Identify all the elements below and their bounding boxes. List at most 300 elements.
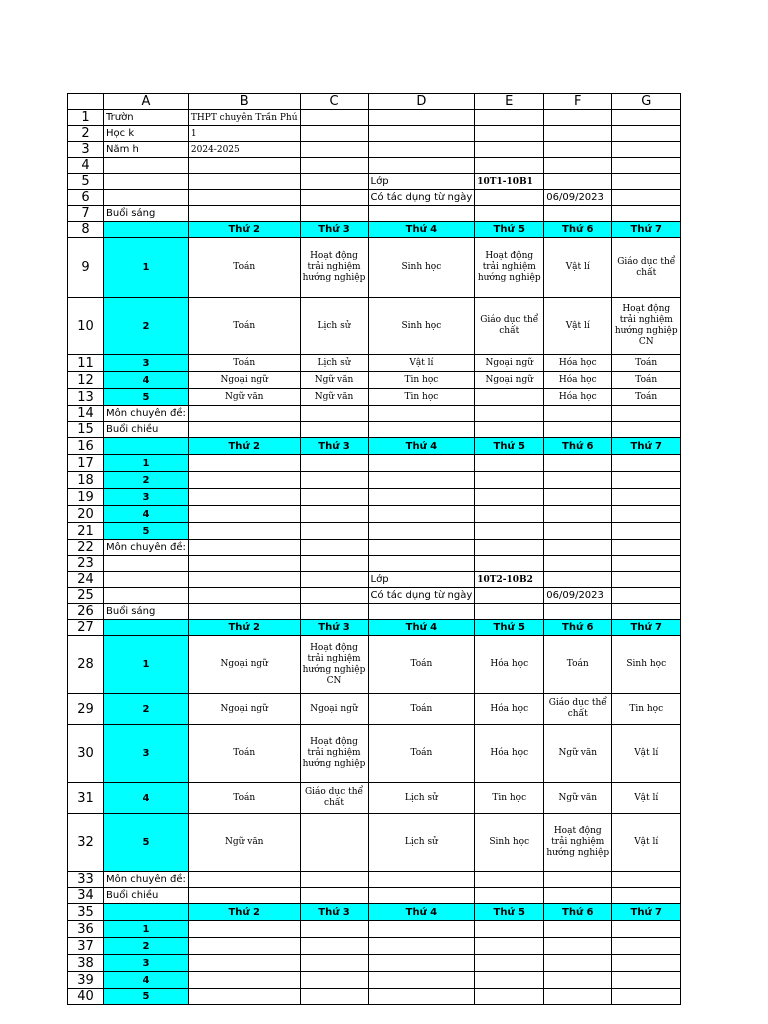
effective-date-label[interactable]: Có tác dụng từ ngày	[368, 190, 475, 206]
cell[interactable]	[188, 938, 300, 955]
cell[interactable]	[612, 888, 681, 904]
subject-cell[interactable]: Ngoại ngữ	[188, 636, 300, 694]
column-header-c[interactable]: C	[300, 94, 368, 110]
day-header-corner[interactable]	[104, 222, 189, 238]
cell[interactable]	[188, 921, 300, 938]
period-number[interactable]: 1	[104, 238, 189, 298]
cell[interactable]	[368, 206, 475, 222]
day-header[interactable]: Thứ 3	[300, 222, 368, 238]
day-header[interactable]: Thứ 6	[544, 222, 612, 238]
subject-cell[interactable]: Giáo dục thể chất	[475, 298, 544, 355]
cell[interactable]	[188, 158, 300, 174]
cell[interactable]	[475, 523, 544, 540]
cell[interactable]	[475, 604, 544, 620]
cell[interactable]	[544, 955, 612, 972]
subject-cell[interactable]	[300, 814, 368, 872]
cell[interactable]	[300, 422, 368, 438]
period-number[interactable]: 2	[104, 472, 189, 489]
subject-cell[interactable]: Lịch sử	[368, 783, 475, 814]
period-number[interactable]: 3	[104, 489, 189, 506]
cell[interactable]	[188, 206, 300, 222]
row-header[interactable]: 16	[68, 438, 104, 455]
cell[interactable]	[544, 604, 612, 620]
cell[interactable]	[612, 190, 681, 206]
day-header[interactable]: Thứ 3	[300, 904, 368, 921]
row-header[interactable]: 29	[68, 694, 104, 725]
row-header[interactable]: 38	[68, 955, 104, 972]
effective-date-value[interactable]: 06/09/2023	[544, 588, 612, 604]
cell[interactable]	[300, 158, 368, 174]
cell[interactable]	[544, 142, 612, 158]
row-header[interactable]: 25	[68, 588, 104, 604]
cell[interactable]	[368, 921, 475, 938]
day-header[interactable]: Thứ 5	[475, 222, 544, 238]
cell[interactable]	[300, 972, 368, 989]
cell[interactable]	[188, 872, 300, 888]
subject-cell[interactable]: Hóa học	[544, 372, 612, 389]
effective-date-value[interactable]: 06/09/2023	[544, 190, 612, 206]
cell[interactable]	[612, 921, 681, 938]
period-number[interactable]: 3	[104, 355, 189, 372]
school-year-label[interactable]: Năm h	[104, 142, 189, 158]
row-header[interactable]: 32	[68, 814, 104, 872]
subject-cell[interactable]: Hoạt động trải nghiệm hướng nghiệp	[300, 238, 368, 298]
row-header[interactable]: 12	[68, 372, 104, 389]
row-header[interactable]: 14	[68, 406, 104, 422]
cell[interactable]	[300, 921, 368, 938]
day-header[interactable]: Thứ 7	[612, 904, 681, 921]
day-header[interactable]: Thứ 4	[368, 222, 475, 238]
cell[interactable]	[544, 206, 612, 222]
subject-cell[interactable]: Hóa học	[475, 636, 544, 694]
cell[interactable]	[475, 972, 544, 989]
subject-cell[interactable]: Hoạt động trải nghiệm hướng nghiệp	[300, 725, 368, 783]
row-header[interactable]: 19	[68, 489, 104, 506]
cell[interactable]	[612, 938, 681, 955]
day-header[interactable]: Thứ 6	[544, 904, 612, 921]
cell[interactable]	[300, 142, 368, 158]
special-subject-label[interactable]: Môn chuyên đề:	[104, 540, 189, 556]
subject-cell[interactable]: Giáo dục thể chất	[544, 694, 612, 725]
row-header[interactable]: 3	[68, 142, 104, 158]
column-header-d[interactable]: D	[368, 94, 475, 110]
cell[interactable]	[475, 422, 544, 438]
cell[interactable]	[104, 572, 189, 588]
cell[interactable]	[612, 174, 681, 190]
cell[interactable]	[475, 955, 544, 972]
cell[interactable]	[612, 422, 681, 438]
subject-cell[interactable]: Ngoại ngữ	[475, 372, 544, 389]
row-header[interactable]: 27	[68, 620, 104, 636]
subject-cell[interactable]: Hóa học	[475, 725, 544, 783]
cell[interactable]	[300, 888, 368, 904]
subject-cell[interactable]: Ngữ văn	[188, 814, 300, 872]
row-header[interactable]: 40	[68, 989, 104, 1005]
cell[interactable]	[300, 604, 368, 620]
class-name[interactable]: 10T1-10B1	[475, 174, 544, 190]
period-number[interactable]: 4	[104, 372, 189, 389]
subject-cell[interactable]: Toán	[188, 355, 300, 372]
day-header-corner[interactable]	[104, 620, 189, 636]
period-number[interactable]: 3	[104, 725, 189, 783]
subject-cell[interactable]: Sinh học	[475, 814, 544, 872]
cell[interactable]	[612, 872, 681, 888]
subject-cell[interactable]: Ngữ văn	[544, 725, 612, 783]
row-header[interactable]: 22	[68, 540, 104, 556]
period-number[interactable]: 2	[104, 298, 189, 355]
cell[interactable]	[368, 158, 475, 174]
cell[interactable]	[300, 406, 368, 422]
cell[interactable]	[300, 472, 368, 489]
subject-cell[interactable]: Toán	[368, 694, 475, 725]
cell[interactable]	[188, 472, 300, 489]
cell[interactable]	[612, 540, 681, 556]
column-header-a[interactable]: A	[104, 94, 189, 110]
cell[interactable]	[300, 110, 368, 126]
cell[interactable]	[300, 126, 368, 142]
cell[interactable]	[188, 174, 300, 190]
cell[interactable]	[368, 872, 475, 888]
subject-cell[interactable]: Giáo dục thể chất	[612, 238, 681, 298]
subject-cell[interactable]: Hóa học	[475, 694, 544, 725]
cell[interactable]	[475, 190, 544, 206]
cell[interactable]	[475, 206, 544, 222]
subject-cell[interactable]: Sinh học	[612, 636, 681, 694]
period-number[interactable]: 4	[104, 783, 189, 814]
subject-cell[interactable]: Ngoại ngữ	[188, 372, 300, 389]
subject-cell[interactable]: Toán	[368, 636, 475, 694]
day-header[interactable]: Thứ 6	[544, 438, 612, 455]
cell[interactable]	[612, 989, 681, 1005]
cell[interactable]	[475, 472, 544, 489]
cell[interactable]	[368, 126, 475, 142]
period-number[interactable]: 5	[104, 389, 189, 406]
cell[interactable]	[544, 126, 612, 142]
cell[interactable]	[544, 888, 612, 904]
cell[interactable]	[475, 588, 544, 604]
period-number[interactable]: 4	[104, 972, 189, 989]
cell[interactable]	[188, 972, 300, 989]
row-header[interactable]: 23	[68, 556, 104, 572]
cell[interactable]	[300, 190, 368, 206]
cell[interactable]	[612, 110, 681, 126]
period-number[interactable]: 1	[104, 455, 189, 472]
row-header[interactable]: 30	[68, 725, 104, 783]
row-header[interactable]: 36	[68, 921, 104, 938]
subject-cell[interactable]: Hóa học	[544, 389, 612, 406]
row-header[interactable]: 20	[68, 506, 104, 523]
subject-cell[interactable]: Toán	[188, 298, 300, 355]
cell[interactable]	[544, 938, 612, 955]
cell[interactable]	[544, 523, 612, 540]
subject-cell[interactable]: Sinh học	[368, 238, 475, 298]
period-number[interactable]: 1	[104, 636, 189, 694]
subject-cell[interactable]: Ngữ văn	[544, 783, 612, 814]
subject-cell[interactable]	[475, 389, 544, 406]
cell[interactable]	[475, 921, 544, 938]
cell[interactable]	[612, 556, 681, 572]
day-header-corner[interactable]	[104, 904, 189, 921]
day-header[interactable]: Thứ 2	[188, 620, 300, 636]
period-number[interactable]: 1	[104, 921, 189, 938]
day-header[interactable]: Thứ 5	[475, 904, 544, 921]
row-header[interactable]: 17	[68, 455, 104, 472]
cell[interactable]	[188, 506, 300, 523]
cell[interactable]	[544, 455, 612, 472]
cell[interactable]	[368, 523, 475, 540]
row-header[interactable]: 37	[68, 938, 104, 955]
subject-cell[interactable]: Toán	[188, 725, 300, 783]
cell[interactable]	[612, 489, 681, 506]
subject-cell[interactable]: Ngữ văn	[300, 372, 368, 389]
corner-cell[interactable]	[68, 94, 104, 110]
cell[interactable]	[188, 572, 300, 588]
cell[interactable]	[475, 455, 544, 472]
cell[interactable]	[475, 142, 544, 158]
cell[interactable]	[300, 455, 368, 472]
cell[interactable]	[475, 126, 544, 142]
subject-cell[interactable]: Sinh học	[368, 298, 475, 355]
cell[interactable]	[188, 556, 300, 572]
day-header[interactable]: Thứ 2	[188, 904, 300, 921]
cell[interactable]	[368, 472, 475, 489]
row-header[interactable]: 9	[68, 238, 104, 298]
cell[interactable]	[544, 572, 612, 588]
row-header[interactable]: 10	[68, 298, 104, 355]
cell[interactable]	[544, 110, 612, 126]
subject-cell[interactable]: Hoạt động trải nghiệm hướng nghiệp CN	[300, 636, 368, 694]
column-header-e[interactable]: E	[475, 94, 544, 110]
day-header[interactable]: Thứ 7	[612, 620, 681, 636]
cell[interactable]	[475, 506, 544, 523]
day-header[interactable]: Thứ 7	[612, 438, 681, 455]
cell[interactable]	[475, 540, 544, 556]
cell[interactable]	[188, 604, 300, 620]
day-header[interactable]: Thứ 4	[368, 438, 475, 455]
row-header[interactable]: 5	[68, 174, 104, 190]
cell[interactable]	[612, 158, 681, 174]
cell[interactable]	[544, 406, 612, 422]
subject-cell[interactable]: Tin học	[475, 783, 544, 814]
day-header[interactable]: Thứ 3	[300, 438, 368, 455]
day-header[interactable]: Thứ 6	[544, 620, 612, 636]
row-header[interactable]: 39	[68, 972, 104, 989]
row-header[interactable]: 18	[68, 472, 104, 489]
day-header[interactable]: Thứ 5	[475, 438, 544, 455]
cell[interactable]	[300, 206, 368, 222]
row-header[interactable]: 21	[68, 523, 104, 540]
cell[interactable]	[612, 972, 681, 989]
column-header-g[interactable]: G	[612, 94, 681, 110]
cell[interactable]	[188, 455, 300, 472]
subject-cell[interactable]: Vật lí	[612, 814, 681, 872]
row-header[interactable]: 24	[68, 572, 104, 588]
cell[interactable]	[188, 523, 300, 540]
cell[interactable]	[300, 955, 368, 972]
row-header[interactable]: 4	[68, 158, 104, 174]
cell[interactable]	[544, 489, 612, 506]
cell[interactable]	[368, 540, 475, 556]
cell[interactable]	[368, 972, 475, 989]
cell[interactable]	[104, 158, 189, 174]
subject-cell[interactable]: Ngữ văn	[300, 389, 368, 406]
morning-label[interactable]: Buổi sáng	[104, 206, 189, 222]
effective-date-label[interactable]: Có tác dụng từ ngày	[368, 588, 475, 604]
cell[interactable]	[300, 989, 368, 1005]
cell[interactable]	[368, 938, 475, 955]
subject-cell[interactable]: Hóa học	[544, 355, 612, 372]
column-header-f[interactable]: F	[544, 94, 612, 110]
cell[interactable]	[188, 888, 300, 904]
period-number[interactable]: 2	[104, 694, 189, 725]
subject-cell[interactable]: Toán	[368, 725, 475, 783]
subject-cell[interactable]: Toán	[188, 238, 300, 298]
subject-cell[interactable]: Ngoại ngữ	[188, 694, 300, 725]
period-number[interactable]: 2	[104, 938, 189, 955]
cell[interactable]	[188, 406, 300, 422]
period-number[interactable]: 3	[104, 955, 189, 972]
subject-cell[interactable]: Vật lí	[612, 783, 681, 814]
subject-cell[interactable]: Tin học	[368, 372, 475, 389]
subject-cell[interactable]: Toán	[612, 372, 681, 389]
cell[interactable]	[612, 506, 681, 523]
cell[interactable]	[475, 406, 544, 422]
cell[interactable]	[300, 938, 368, 955]
row-header[interactable]: 35	[68, 904, 104, 921]
row-header[interactable]: 13	[68, 389, 104, 406]
subject-cell[interactable]: Toán	[612, 355, 681, 372]
cell[interactable]	[368, 989, 475, 1005]
row-header[interactable]: 11	[68, 355, 104, 372]
subject-cell[interactable]: Toán	[612, 389, 681, 406]
cell[interactable]	[104, 174, 189, 190]
period-number[interactable]: 4	[104, 506, 189, 523]
cell[interactable]	[368, 110, 475, 126]
cell[interactable]	[300, 506, 368, 523]
day-header[interactable]: Thứ 5	[475, 620, 544, 636]
cell[interactable]	[368, 142, 475, 158]
subject-cell[interactable]: Vật lí	[612, 725, 681, 783]
row-header[interactable]: 8	[68, 222, 104, 238]
cell[interactable]	[368, 406, 475, 422]
cell[interactable]	[612, 604, 681, 620]
row-header[interactable]: 31	[68, 783, 104, 814]
cell[interactable]	[475, 938, 544, 955]
cell[interactable]	[188, 989, 300, 1005]
subject-cell[interactable]: Tin học	[612, 694, 681, 725]
cell[interactable]	[300, 588, 368, 604]
cell[interactable]	[612, 472, 681, 489]
cell[interactable]	[188, 422, 300, 438]
subject-cell[interactable]: Vật lí	[368, 355, 475, 372]
day-header[interactable]: Thứ 7	[612, 222, 681, 238]
cell[interactable]	[368, 888, 475, 904]
row-header[interactable]: 34	[68, 888, 104, 904]
cell[interactable]	[544, 422, 612, 438]
semester-value[interactable]: 1	[188, 126, 300, 142]
day-header[interactable]: Thứ 2	[188, 222, 300, 238]
class-name[interactable]: 10T2-10B2	[475, 572, 544, 588]
cell[interactable]	[475, 989, 544, 1005]
cell[interactable]	[300, 174, 368, 190]
cell[interactable]	[300, 489, 368, 506]
cell[interactable]	[544, 556, 612, 572]
cell[interactable]	[544, 174, 612, 190]
day-header[interactable]: Thứ 4	[368, 620, 475, 636]
cell[interactable]	[104, 556, 189, 572]
cell[interactable]	[475, 489, 544, 506]
cell[interactable]	[368, 506, 475, 523]
cell[interactable]	[188, 489, 300, 506]
subject-cell[interactable]: Ngoại ngữ	[475, 355, 544, 372]
subject-cell[interactable]: Giáo dục thể chất	[300, 783, 368, 814]
cell[interactable]	[475, 888, 544, 904]
cell[interactable]	[475, 158, 544, 174]
semester-label[interactable]: Học k	[104, 126, 189, 142]
cell[interactable]	[612, 126, 681, 142]
cell[interactable]	[544, 921, 612, 938]
cell[interactable]	[188, 190, 300, 206]
cell[interactable]	[612, 206, 681, 222]
cell[interactable]	[475, 556, 544, 572]
day-header[interactable]: Thứ 4	[368, 904, 475, 921]
subject-cell[interactable]: Toán	[544, 636, 612, 694]
cell[interactable]	[300, 872, 368, 888]
cell[interactable]	[612, 588, 681, 604]
afternoon-label[interactable]: Buổi chiều	[104, 888, 189, 904]
cell[interactable]	[612, 572, 681, 588]
cell[interactable]	[300, 572, 368, 588]
cell[interactable]	[612, 955, 681, 972]
cell[interactable]	[368, 455, 475, 472]
school-name-label[interactable]: Trườn	[104, 110, 189, 126]
cell[interactable]	[544, 506, 612, 523]
cell[interactable]	[612, 523, 681, 540]
cell[interactable]	[612, 406, 681, 422]
morning-label[interactable]: Buổi sáng	[104, 604, 189, 620]
cell[interactable]	[612, 455, 681, 472]
column-header-b[interactable]: B	[188, 94, 300, 110]
cell[interactable]	[544, 972, 612, 989]
day-header[interactable]: Thứ 2	[188, 438, 300, 455]
cell[interactable]	[188, 955, 300, 972]
cell[interactable]	[544, 158, 612, 174]
period-number[interactable]: 5	[104, 814, 189, 872]
subject-cell[interactable]: Hoạt động trải nghiệm hướng nghiệp CN	[612, 298, 681, 355]
row-header[interactable]: 15	[68, 422, 104, 438]
cell[interactable]	[188, 540, 300, 556]
cell[interactable]	[188, 588, 300, 604]
subject-cell[interactable]: Ngoại ngữ	[300, 694, 368, 725]
cell[interactable]	[368, 556, 475, 572]
cell[interactable]	[544, 472, 612, 489]
special-subject-label[interactable]: Môn chuyên đề:	[104, 872, 189, 888]
cell[interactable]	[300, 540, 368, 556]
subject-cell[interactable]: Toán	[188, 783, 300, 814]
cell[interactable]	[104, 588, 189, 604]
subject-cell[interactable]: Tin học	[368, 389, 475, 406]
cell[interactable]	[368, 604, 475, 620]
subject-cell[interactable]: Ngữ văn	[188, 389, 300, 406]
subject-cell[interactable]: Lịch sử	[300, 355, 368, 372]
school-name-value[interactable]: THPT chuyên Trần Phú	[188, 110, 300, 126]
subject-cell[interactable]: Vật lí	[544, 238, 612, 298]
day-header[interactable]: Thứ 3	[300, 620, 368, 636]
cell[interactable]	[104, 190, 189, 206]
cell[interactable]	[544, 540, 612, 556]
cell[interactable]	[612, 142, 681, 158]
period-number[interactable]: 5	[104, 989, 189, 1005]
